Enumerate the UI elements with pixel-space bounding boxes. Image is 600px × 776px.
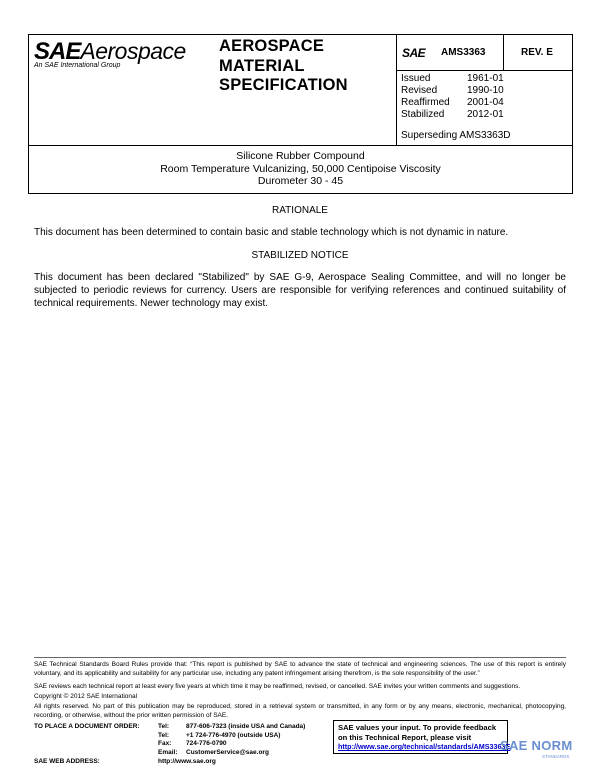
specification-title [219,37,348,96]
footer-rights: All rights reserved. No part of this publication may be reproduced, stored in a retrieval system or transmitted, in any form or by any means, electronic, mechanical, photocopying, recording, or otherwise, without the prior written permission of SAE. [34,703,566,719]
footer-board-rules: SAE Technical Standards Board Rules provide that: “This report is published by SAE to advance the state of technical and engineering sciences. The use of this report is entirely voluntary, and its applicability and suitability for any particular use, including any patent infringement arising therefrom, is the sole responsibility of the user.” [34,661,566,677]
date-row [401,73,504,85]
feedback-box [333,720,511,754]
logo-word: Aerospace [80,38,186,64]
title-line-3: SPECIFICATION [219,76,348,94]
stabilized-text: This document has been declared "Stabilized" by SAE G-9, Aerospace Sealing Committee, and will no longer be subjected to periodic reviews for currency. Users are responsible for verifying references and continued suitability of technical requirements. Newer technology may exist. [34,272,566,309]
sae-norm-watermark [500,738,596,768]
doc-title-line-1: Silicone Rubber Compound [236,150,365,162]
contact-table [158,723,305,757]
contact-value: 877-606-7323 (inside USA and Canada) [186,723,306,730]
web-label: SAE WEB ADDRESS: [34,758,100,765]
contact-value: CustomerService@sae.org [186,748,269,756]
date-label: Revised [401,85,438,96]
document-title [29,150,572,188]
sae-mark: SAE [402,46,426,60]
stabilized-heading: STABILIZED NOTICE [251,250,349,261]
superseding: Superseding AMS3363D [401,130,511,141]
logo-brand: SAE [34,38,81,65]
watermark-subtext: STANDARDS [542,754,570,759]
date-value: 1961-01 [467,73,504,84]
contact-value: +1 724-776-4970 (outside USA) [186,731,281,739]
footer-review-note: SAE reviews each technical report at least every five years at which time it may be reaffirmed, revised, or cancelled. SAE invites your written comments and suggestions. [34,683,521,690]
web-address[interactable]: http://www.sae.org [158,758,216,765]
doc-title-line-2: Room Temperature Vulcanizing, 50,000 Centipoise Viscosity [160,162,441,175]
feedback-link[interactable]: http://www.sae.org/technical/standards/AMS3363E [338,742,511,752]
date-row [401,109,504,121]
footer-rule [34,657,566,658]
header-left-rule [28,34,29,147]
contact-row [158,749,305,758]
contact-label: Fax: [158,740,172,748]
logo-subtitle: An SAE International Group [34,62,121,69]
contact-row [158,740,305,749]
title-bottom-rule [28,193,573,194]
date-value: 2012-01 [467,109,504,120]
date-label: Reaffirmed [401,97,450,108]
contact-value: 724-776-0790 [186,740,227,748]
order-label: TO PLACE A DOCUMENT ORDER: [34,723,140,730]
watermark-text: SAE NORM [500,738,573,753]
contact-label: Tel: [158,731,170,739]
contact-label: Email: [158,748,178,756]
feedback-line-1: SAE values your input. To provide feedback [338,723,497,732]
revision: REV. E [521,47,553,58]
contact-label: Tel: [158,723,170,730]
header-bottom-rule [28,145,573,146]
date-label: Issued [401,73,431,84]
title-right-rule [572,145,573,194]
title-line-2: MATERIAL [219,56,305,75]
title-line-1: AEROSPACE [219,37,325,55]
header-divider [396,34,397,145]
doc-title-line-3: Durometer 30 - 45 [257,175,344,188]
rationale-text: This document has been determined to contain basic and stable technology which is not dynamic in nature. [34,227,509,238]
date-value: 2001-04 [467,97,504,108]
date-row [401,85,504,97]
contact-row [158,732,305,741]
header-right-rule [572,34,573,147]
footer-copyright: Copyright © 2012 SAE International [34,693,138,700]
contact-row [158,723,305,732]
date-value: 1990-10 [467,85,504,96]
date-label: Stabilized [401,109,445,120]
header-top-rule [28,34,573,35]
date-row [401,97,504,109]
header-number-rule [396,70,573,71]
doc-number: AMS3363 [441,47,486,58]
rationale-heading: RATIONALE [272,205,328,216]
dates-table [401,73,504,121]
feedback-line-2: on this Technical Report, please visit [338,732,472,742]
header-rev-divider [503,34,504,70]
